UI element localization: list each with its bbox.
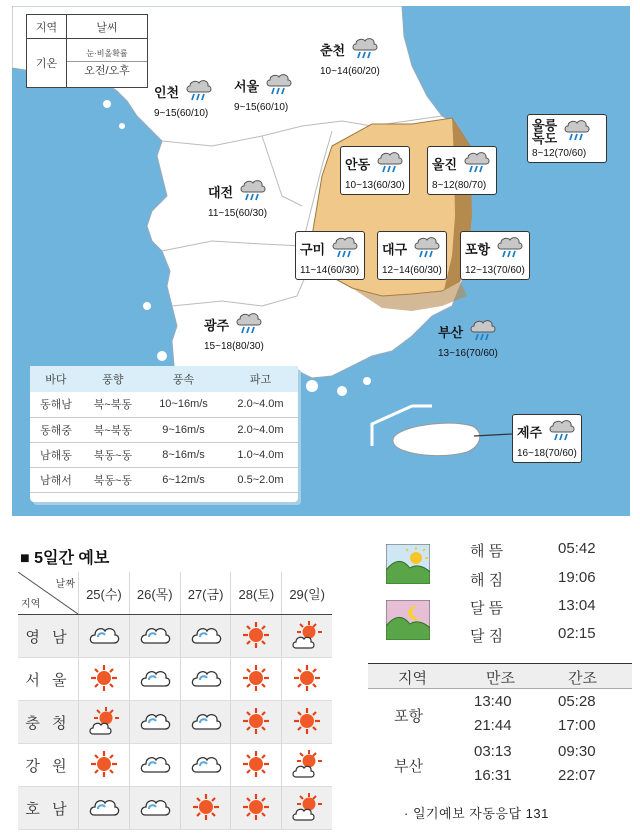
rain-cloud-icon (495, 235, 525, 262)
tide-low: 22:07 (558, 767, 596, 784)
sun-icon (293, 723, 321, 738)
legend-ampm-label: 오전/오후 (67, 61, 147, 80)
sea-header: 풍향 (82, 366, 144, 392)
cloud-icon (139, 721, 171, 736)
city-name: 대전 (208, 185, 234, 200)
forecast-table (18, 572, 332, 830)
city-temp: 8~12(70/60) (532, 148, 587, 159)
forecast-cell (282, 701, 332, 744)
forecast-region: 서 울 (18, 658, 79, 701)
forecast-cell (79, 615, 130, 658)
corner-date-label: 날짜 (55, 579, 75, 590)
forecast-region: 강 원 (18, 744, 79, 787)
sea-cell: 북~북동 (82, 392, 144, 417)
forecast-row (18, 615, 332, 658)
forecast-region: 호 남 (18, 787, 79, 830)
sunrise-label: 해 뜸 (470, 543, 504, 560)
sea-cell: 동해중 (30, 417, 82, 442)
forecast-cell (282, 658, 332, 701)
sea-header: 바다 (30, 366, 82, 392)
sun-icon (242, 723, 270, 738)
sun-cloud-icon (291, 638, 323, 653)
sun-cloud-icon (291, 810, 323, 825)
forecast-row (18, 744, 332, 787)
city-uljin (427, 146, 497, 195)
forecast-day: 25(수) (79, 572, 130, 615)
sun-icon (90, 766, 118, 781)
rain-cloud-icon (264, 72, 294, 99)
city-incheon (154, 78, 214, 119)
tide-high: 16:31 (474, 767, 512, 784)
moonrise-label: 달 뜸 (470, 600, 504, 617)
sea-cell: 남해동 (30, 442, 82, 467)
sea-row (30, 417, 298, 442)
forecast-cell (180, 744, 231, 787)
city-ulleung (527, 114, 607, 163)
city-temp: 9~15(60/10) (234, 102, 289, 113)
city-temp: 13~16(70/60) (438, 348, 498, 359)
city-andong (340, 146, 410, 195)
sea-cell: 북동~동 (82, 442, 144, 467)
sea-cell: 2.0~4.0m (223, 392, 298, 417)
legend-precip-label: 눈·비올확률 (86, 48, 128, 58)
sun-icon (242, 637, 270, 652)
cloud-icon (190, 764, 222, 779)
tide-header-low: 간조 (568, 670, 597, 687)
phone-service-note: · 일기예보 자동응답 131 (404, 806, 549, 821)
city-name: 부산 (438, 325, 464, 340)
tide-header-high: 만조 (486, 670, 515, 687)
forecast-cell (180, 701, 231, 744)
cloud-icon (190, 635, 222, 650)
rain-cloud-icon (350, 36, 380, 63)
forecast-title: ■ 5일간 예보 (20, 550, 110, 567)
city-jeju (512, 414, 582, 463)
forecast-cell (231, 701, 282, 744)
forecast-day: 29(일) (282, 572, 332, 615)
cloud-icon (139, 807, 171, 822)
forecast-cell (231, 615, 282, 658)
forecast-cell (79, 744, 130, 787)
rain-cloud-icon (375, 150, 405, 177)
tide-region: 포항 (394, 708, 423, 725)
forecast-corner (18, 572, 79, 615)
city-name: 제주 (517, 425, 543, 440)
forecast-day: 28(토) (231, 572, 282, 615)
cloud-icon (190, 721, 222, 736)
forecast-cell (129, 744, 180, 787)
city-temp: 9~15(60/10) (154, 108, 209, 119)
forecast-cell (79, 658, 130, 701)
sea-cell: 북~북동 (82, 417, 144, 442)
forecast-row (18, 701, 332, 744)
forecast-day: 27(금) (180, 572, 231, 615)
city-gumi (295, 231, 365, 280)
sea-cell: 6~12m/s (144, 467, 223, 492)
cloud-icon (190, 678, 222, 693)
sun-cloud-icon (291, 767, 323, 782)
legend-temp-label: 기온 (27, 39, 67, 87)
forecast-cell (180, 615, 231, 658)
city-temp: 11~15(60/30) (208, 208, 268, 219)
sunset-time: 19:06 (558, 569, 596, 586)
cloud-icon (139, 678, 171, 693)
rain-cloud-icon (184, 78, 214, 105)
rain-cloud-icon (234, 311, 264, 338)
city-name: 울진 (432, 157, 458, 172)
forecast-region: 충 청 (18, 701, 79, 744)
forecast-cell (180, 787, 231, 830)
forecast-cell (282, 787, 332, 830)
city-name: 광주 (204, 318, 230, 333)
city-pohang (460, 231, 530, 280)
sun-icon (293, 680, 321, 695)
cloud-icon (139, 764, 171, 779)
sea-cell: 8~16m/s (144, 442, 223, 467)
legend-region-label: 지역 (27, 15, 67, 38)
sea-cell: 남해서 (30, 467, 82, 492)
sunrise-icon (386, 544, 430, 584)
forecast-cell (129, 658, 180, 701)
sea-row (30, 392, 298, 417)
city-chuncheon (320, 36, 380, 77)
moonset-label: 달 짐 (470, 628, 504, 645)
sunrise-time: 05:42 (558, 540, 596, 557)
rain-cloud-icon (562, 118, 592, 145)
rain-cloud-icon (462, 150, 492, 177)
forecast-day: 26(목) (129, 572, 180, 615)
city-name: 포항 (465, 242, 491, 257)
forecast-region: 영 남 (18, 615, 79, 658)
rain-cloud-icon (547, 418, 577, 445)
forecast-cell (129, 787, 180, 830)
city-name: 춘천 (320, 43, 346, 58)
sea-cell: 2.0~4.0m (223, 417, 298, 442)
forecast-cell (180, 658, 231, 701)
tide-low: 09:30 (558, 743, 596, 760)
tide-high: 21:44 (474, 717, 512, 734)
legend-weather-label: 날씨 (96, 21, 118, 34)
city-name: 인천 (154, 85, 180, 100)
city-temp: 15~18(80/30) (204, 341, 264, 352)
city-name: 구미 (300, 242, 326, 257)
tide-high: 03:13 (474, 743, 512, 760)
forecast-row (18, 658, 332, 701)
city-temp: 16~18(70/60) (517, 448, 577, 459)
sun-cloud-icon (88, 724, 120, 739)
tide-high: 13:40 (474, 693, 512, 710)
forecast-cell (282, 744, 332, 787)
city-temp: 12~14(60/30) (382, 265, 442, 276)
cloud-icon (88, 635, 120, 650)
city-name-ulleung: 울릉 독도 (532, 117, 558, 146)
corner-region-label: 지역 (21, 599, 41, 610)
sun-icon (242, 809, 270, 824)
city-temp: 11~14(60/30) (300, 265, 360, 276)
sea-cell: 1.0~4.0m (223, 442, 298, 467)
forecast-cell (129, 701, 180, 744)
city-temp: 10~14(60/20) (320, 66, 380, 77)
forecast-cell (79, 787, 130, 830)
forecast-cell (231, 787, 282, 830)
cloud-icon (139, 635, 171, 650)
rain-cloud-icon (468, 318, 498, 345)
weather-map (12, 6, 630, 516)
city-gwangju (204, 311, 264, 352)
forecast-cell (129, 615, 180, 658)
city-name: 서울 (234, 79, 260, 94)
city-seoul (234, 72, 294, 113)
sea-cell: 0.5~2.0m (223, 467, 298, 492)
map-legend (26, 14, 148, 88)
moonset-time: 02:15 (558, 625, 596, 642)
city-daegu (377, 231, 447, 280)
sea-cell: 10~16m/s (144, 392, 223, 417)
rain-cloud-icon (238, 178, 268, 205)
tide-low: 17:00 (558, 717, 596, 734)
sea-row (30, 467, 298, 492)
rain-cloud-icon (412, 235, 442, 262)
tide-region: 부산 (394, 758, 423, 775)
sea-cell: 동해남 (30, 392, 82, 417)
sea-header: 파고 (223, 366, 298, 392)
city-temp: 10~13(60/30) (345, 180, 405, 191)
sun-icon (242, 680, 270, 695)
sun-icon (192, 809, 220, 824)
sea-conditions-table (30, 366, 298, 502)
forecast-cell (79, 701, 130, 744)
city-name: 안동 (345, 157, 371, 172)
cloud-icon (88, 807, 120, 822)
forecast-cell (231, 744, 282, 787)
tide-table (368, 663, 632, 795)
tide-header-region: 지역 (398, 670, 427, 687)
moonrise-time: 13:04 (558, 597, 596, 614)
city-name: 대구 (382, 242, 408, 257)
moonrise-icon (386, 600, 430, 640)
city-temp: 12~13(70/60) (465, 265, 525, 276)
sea-header: 풍속 (144, 366, 223, 392)
forecast-cell (231, 658, 282, 701)
rain-cloud-icon (330, 235, 360, 262)
sea-row (30, 442, 298, 467)
tide-low: 05:28 (558, 693, 596, 710)
sun-icon (90, 680, 118, 695)
city-temp: 8~12(80/70) (432, 180, 487, 191)
sunset-label: 해 짐 (470, 572, 504, 589)
sea-cell: 북동~동 (82, 467, 144, 492)
city-daejeon (208, 178, 268, 219)
forecast-cell (282, 615, 332, 658)
sea-cell: 9~16m/s (144, 417, 223, 442)
forecast-row (18, 787, 332, 830)
city-busan (438, 318, 498, 359)
sun-icon (242, 766, 270, 781)
